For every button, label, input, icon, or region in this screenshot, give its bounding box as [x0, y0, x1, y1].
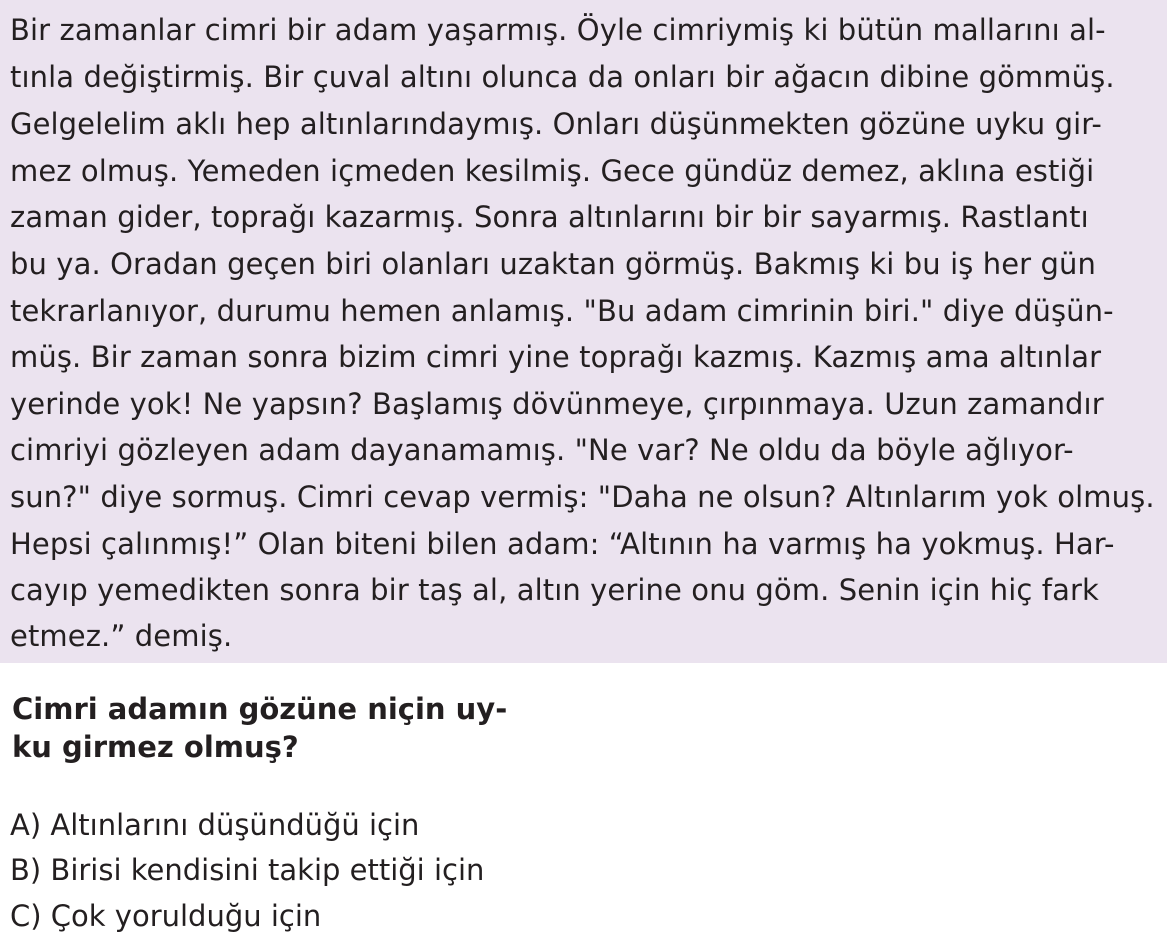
passage-line: bu ya. Oradan geçen biri olanları uzaktan görmüş. Bakmış ki bu iş her gün — [10, 247, 1096, 281]
passage-line: sun?" diye sormuş. Cimri cevap vermiş: "Daha ne olsun? Altınlarım yok olmuş. — [10, 480, 1155, 514]
passage-line: tekrarlanıyor, durumu hemen anlamış. "Bu adam cimrinin biri." diye düşün- — [10, 294, 1114, 328]
option-a[interactable]: A) Altınlarını düşündüğü için — [10, 808, 420, 842]
passage-line: etmez.” demiş. — [10, 619, 233, 653]
passage-line: Gelgelelim aklı hep altınlarındaymış. Onları düşünmekten gözüne uyku gir- — [10, 107, 1102, 141]
passage-line: müş. Bir zaman sonra bizim cimri yine toprağı kazmış. Kazmış ama altınlar — [10, 340, 1102, 374]
question-line: Cimri adamın gözüne niçin uy- — [12, 692, 508, 726]
passage-line: yerinde yok! Ne yapsın? Başlamış dövünmeye, çırpınmaya. Uzun zamandır — [10, 387, 1104, 421]
passage-line: cayıp yemedikten sonra bir taş al, altın yerine onu göm. Senin için hiç fark — [10, 573, 1099, 607]
question-line: ku girmez olmuş? — [12, 730, 299, 764]
passage-line: Hepsi çalınmış!” Olan biteni bilen adam: “Altının ha varmış ha yokmuş. Har- — [10, 527, 1115, 561]
passage-line: cimriyi gözleyen adam dayanamamış. "Ne var? Ne oldu da böyle ağlıyor- — [10, 433, 1074, 467]
passage-line: mez olmuş. Yemeden içmeden kesilmiş. Gece gündüz demez, aklına estiği — [10, 154, 1095, 188]
option-b[interactable]: B) Birisi kendisini takip ettiği için — [10, 853, 485, 887]
passage-line: zaman gider, toprağı kazarmış. Sonra altınlarını bir bir sayarmış. Rastlantı — [10, 200, 1089, 234]
option-c[interactable]: C) Çok yorulduğu için — [10, 899, 322, 933]
passage-line: Bir zamanlar cimri bir adam yaşarmış. Öyle cimriymiş ki bütün mallarını al- — [10, 13, 1106, 47]
passage-line: tınla değiştirmiş. Bir çuval altını olunca da onları bir ağacın dibine gömmüş. — [10, 60, 1115, 94]
